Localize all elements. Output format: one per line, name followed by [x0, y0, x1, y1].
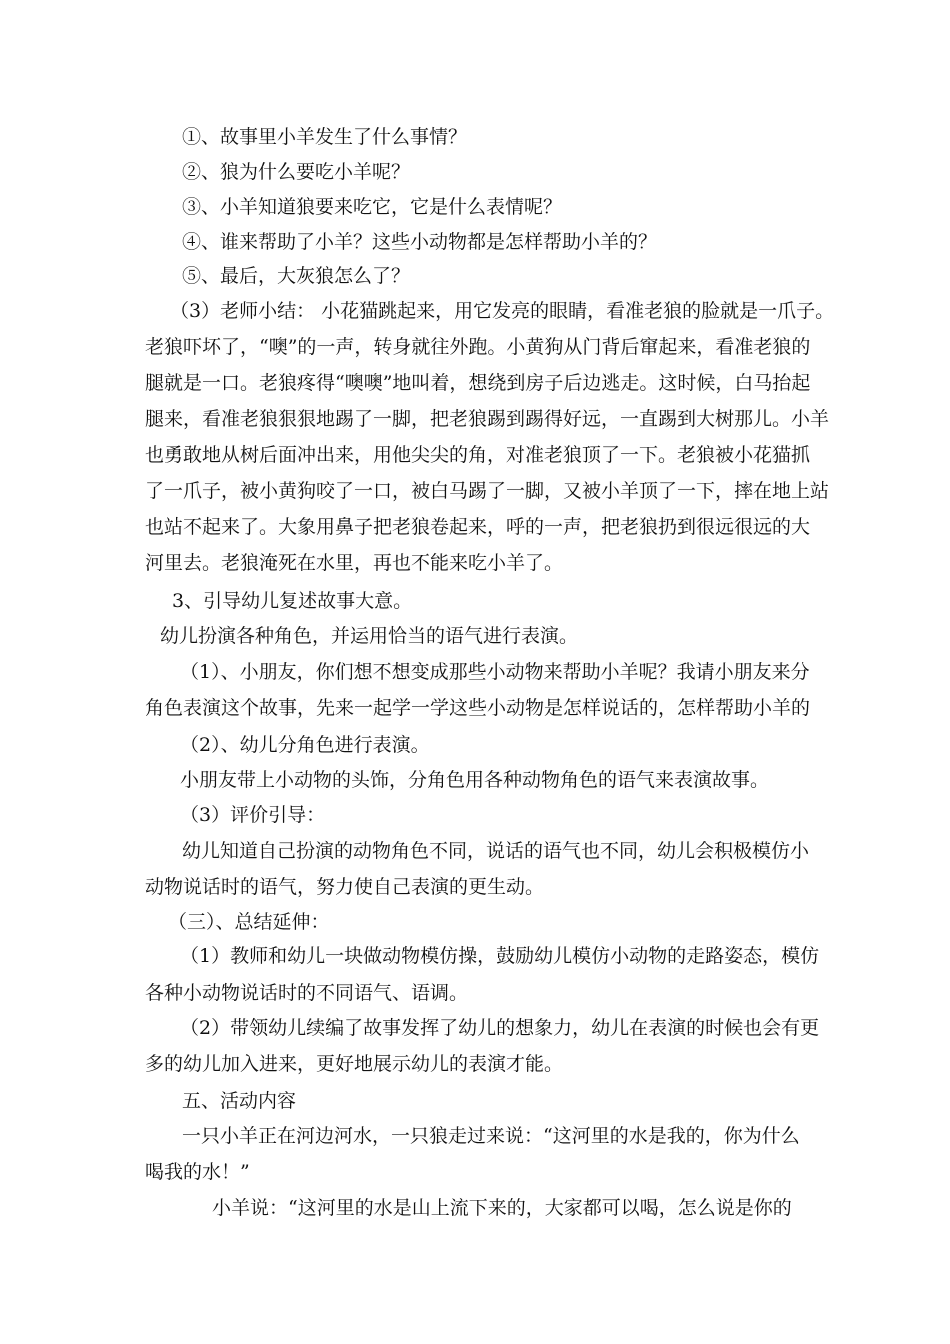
- story-line-1: 一只小羊正在河边河水，一只狼走过来说：“这河里的水是我的，你为什么: [182, 1125, 800, 1147]
- summary-line-2: 老狼吓坏了，“噢”的一声，转身就往外跑。小黄狗从门背后窜起来，看准老狼的: [145, 336, 811, 358]
- summary-line-1: （3）老师小结： 小花猫跳起来，用它发亮的眼睛，看准老狼的脸就是一爪子。: [170, 300, 835, 322]
- ext1-line-1: （1）教师和幼儿一块做动物模仿操，鼓励幼儿模仿小动物的走路姿态，模仿: [180, 945, 820, 967]
- question-2: ②、狼为什么要吃小羊呢？: [182, 161, 411, 183]
- question-5: ⑤、最后，大灰狼怎么了？: [182, 265, 411, 287]
- question-3: ③、小羊知道狼要来吃它，它是什么表情呢？: [182, 196, 563, 218]
- step1-line-2: 角色表演这个故事，先来一起学一学这些小动物是怎样说话的，怎样帮助小羊的: [145, 697, 811, 719]
- part3-heading: （三）、总结延伸：: [168, 911, 330, 933]
- question-4: ④、谁来帮助了小羊？这些小动物都是怎样帮助小羊的？: [182, 231, 658, 253]
- step2-heading: （2）、幼儿分角色进行表演。: [180, 734, 430, 756]
- question-1: ①、故事里小羊发生了什么事情？: [182, 126, 468, 148]
- story-line-3: 小羊说：“这河里的水是山上流下来的，大家都可以喝，怎么说是你的: [212, 1197, 792, 1219]
- summary-line-4: 腿来，看准老狼狠狠地踢了一脚，把老狼踢到踢得好远，一直踢到大树那儿。小羊: [145, 408, 830, 430]
- step3-heading: （3）评价引导：: [180, 804, 326, 826]
- summary-line-3: 腿就是一口。老狼疼得“噢噢”地叫着，想绕到房子后边逃走。这时候，白马抬起: [145, 372, 811, 394]
- summary-line-8: 河里去。老狼淹死在水里，再也不能来吃小羊了。: [145, 552, 564, 574]
- step3-line-1: 幼儿知道自己扮演的动物角色不同，说话的语气也不同，幼儿会积极模仿小: [182, 840, 810, 862]
- step1-line-1: （1）、小朋友，你们想不想变成那些小动物来帮助小羊呢？我请小朋友来分: [180, 661, 810, 683]
- story-line-2: 喝我的水！”: [145, 1161, 250, 1183]
- ext1-line-2: 各种小动物说话时的不同语气、语调。: [145, 982, 469, 1004]
- step3-line-2: 动物说话时的语气，努力使自己表演的更生动。: [145, 876, 545, 898]
- summary-line-7: 也站不起来了。大象用鼻子把老狼卷起来，呼的一声，把老狼扔到很远很远的大: [145, 516, 811, 538]
- section3-heading: 3、引导幼儿复述故事大意。: [172, 590, 413, 612]
- summary-line-5: 也勇敢地从树后面冲出来，用他尖尖的角，对准老狼顶了一下。老狼被小花猫抓: [145, 444, 811, 466]
- summary-line-6: 了一爪子，被小黄狗咬了一口，被白马踢了一脚，又被小羊顶了一下，摔在地上站: [145, 480, 830, 502]
- section3-intro: 幼儿扮演各种角色，并运用恰当的语气进行表演。: [160, 625, 579, 647]
- ext2-line-2: 多的幼儿加入进来，更好地展示幼儿的表演才能。: [145, 1053, 564, 1075]
- section5-heading: 五、活动内容: [182, 1090, 297, 1112]
- step2-text: 小朋友带上小动物的头饰，分角色用各种动物角色的语气来表演故事。: [180, 769, 770, 791]
- ext2-line-1: （2）带领幼儿续编了故事发挥了幼儿的想象力，幼儿在表演的时候也会有更: [180, 1017, 820, 1039]
